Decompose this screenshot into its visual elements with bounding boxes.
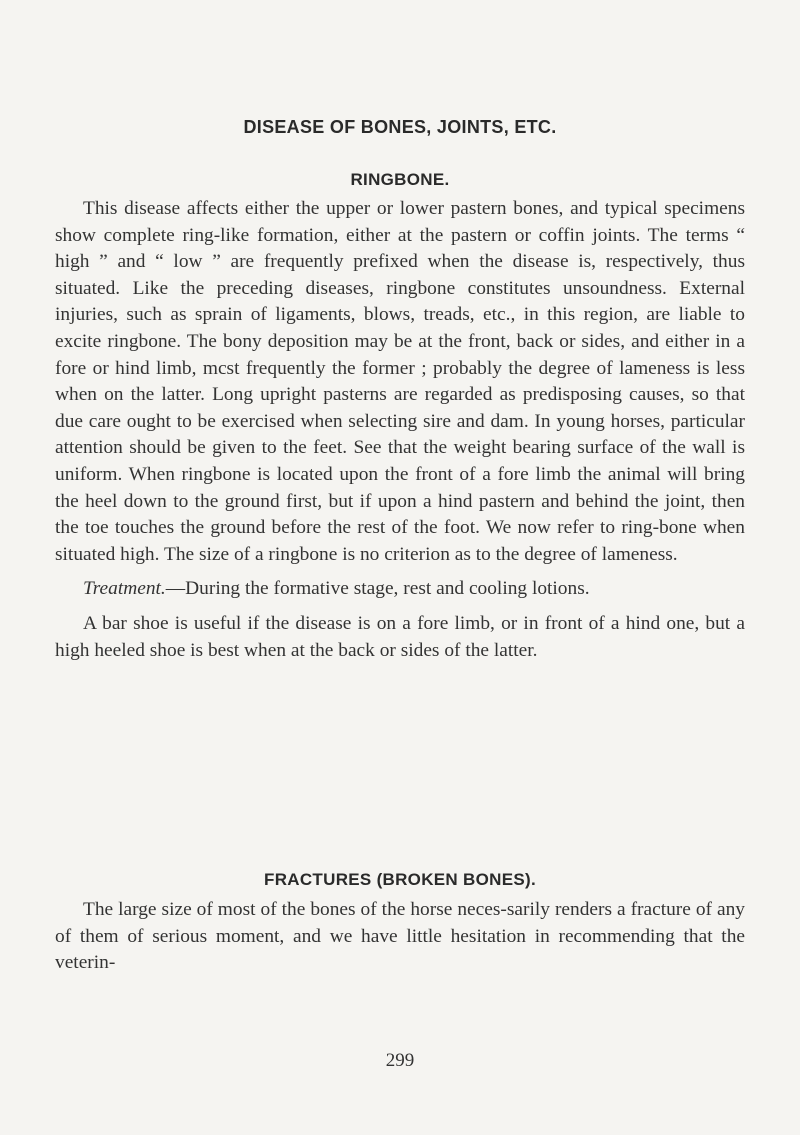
section-title-fractures: FRACTURES (BROKEN BONES).	[264, 870, 536, 889]
running-head: DISEASE OF BONES, JOINTS, ETC.	[243, 117, 557, 137]
page-number: 299	[385, 1050, 415, 1071]
fractures-section	[55, 897, 745, 977]
treatment-label: Treatment.	[83, 578, 166, 600]
ringbone-paragraph-1: This disease affects either the upper or lower pastern bones, and typical specimens show complete ring-like formation, either at the pastern or coffin joints. The terms “ high ” and “ low ” are frequently prefixed when the disease is, respectively, thus situated. Like the preceding diseases, ringbone constitutes unsoundness. External injuries, such as sprain of ligaments, blows, treads, etc., in this region, are liable to excite ringbone. The bony deposition may be at the front, back or sides, and either in a fore or hind limb, mcst frequently the former ; probably the degree of lameness is less when on the latter. Long upright pasterns are regarded as predisposing causes, so that due care ought to be exercised when selecting sire and dam. In young horses, particular attention should be given to the feet. See that the weight bearing surface of the wall is uniform. When ringbone is located upon the front of a fore limb the animal will bring the heel down to the ground first, but if upon a hind pastern and behind the joint, then the toe touches the ground before the rest of the foot. We now refer to ring-bone when situated high. The size of a ringbone is no criterion as to the degree of lameness.	[55, 198, 745, 565]
treatment-text: —During the formative stage, rest and cooling lotions.	[165, 578, 590, 600]
ringbone-paragraph-3: A bar shoe is useful if the disease is on a fore limb, or in front of a hind one, but a high heeled shoe is best when at the back or sides of the latter.	[55, 612, 745, 661]
fractures-paragraph-1: The large size of most of the bones of the horse neces-sarily renders a fracture of any of them of serious moment, and we have little hesitation in recommending that the veterin-	[55, 899, 745, 974]
treatment-paragraph	[55, 576, 745, 603]
section-title-ringbone: RINGBONE.	[350, 170, 450, 189]
ringbone-section	[55, 196, 745, 664]
